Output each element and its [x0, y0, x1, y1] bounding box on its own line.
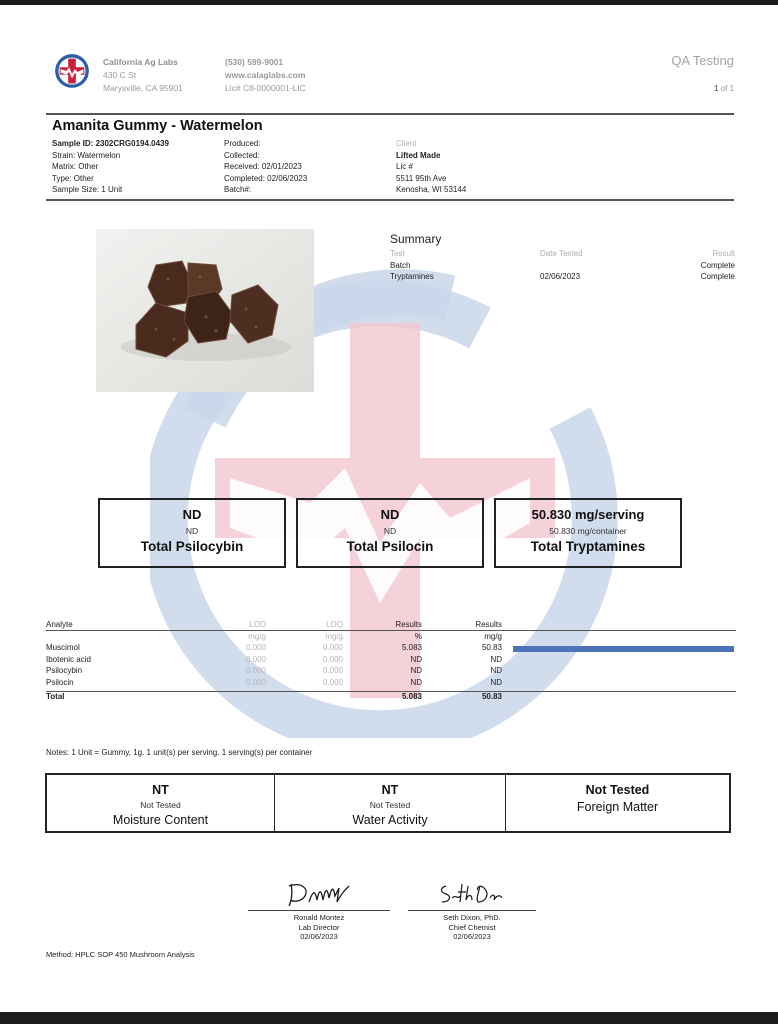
header-results-mg: Results [475, 620, 502, 629]
test-value: NT [381, 783, 399, 797]
analyte-result-mg: ND [490, 654, 502, 664]
signature-line [248, 910, 390, 911]
analyte-lod: 0.000 [245, 666, 266, 675]
analyte-lod: 0.000 [245, 677, 266, 687]
result-value: 50.830 mg/serving [531, 507, 645, 522]
analyte-loq: 0.000 [322, 666, 343, 675]
top-border [0, 0, 778, 5]
total-result-pct: 5.083 [401, 692, 422, 701]
signer-title: Chief Chemist [448, 922, 496, 932]
page-current: 1 [713, 84, 719, 93]
signature-line [408, 910, 536, 911]
client-name: Lifted Made [396, 150, 441, 160]
lab-address-block [103, 56, 183, 95]
lab-website[interactable]: www.calaglabs.com [225, 70, 306, 80]
summary-header-result: Result [712, 249, 735, 258]
signer-title: Lab Director [298, 922, 340, 932]
analyte-loq: 0.000 [322, 677, 343, 687]
lab-address-line2: Marysville, CA 95901 [103, 83, 183, 93]
result-box-total-psilocybin [98, 498, 286, 568]
test-value: NT [152, 783, 169, 797]
other-tests-box [45, 773, 731, 833]
signature-image [279, 876, 359, 910]
page-number [714, 84, 734, 93]
client-address2: Kenosha, WI 53144 [396, 185, 467, 194]
analyte-result-mg: ND [490, 677, 502, 687]
signer-name: Ronald Montez [293, 913, 345, 922]
strain: Strain: Watermelon [52, 150, 121, 160]
signature-image [432, 876, 512, 910]
summary-result: Complete [700, 260, 735, 270]
matrix: Matrix: Other [52, 162, 99, 171]
unit-results-mg: mg/g [484, 631, 502, 641]
result-sub: ND [383, 526, 397, 536]
bottom-border [0, 1012, 778, 1024]
summary-row [390, 261, 735, 273]
summary-title: Summary [390, 232, 442, 246]
foreign-matter-cell [506, 775, 729, 831]
result-sub: ND [185, 526, 199, 536]
result-value: ND [182, 507, 202, 522]
product-title: Amanita Gummy - Watermelon [52, 118, 263, 134]
summary-result: Complete [700, 272, 735, 281]
analyte-name: Psilocin [46, 677, 74, 687]
analyte-result-pct: ND [410, 666, 422, 675]
summary-date: 02/06/2023 [540, 272, 581, 281]
table-row [46, 655, 736, 667]
result-box-total-psilocin [296, 498, 484, 568]
summary-header-test: Test [390, 249, 405, 258]
lab-contact-block [225, 56, 306, 95]
analyte-units [46, 632, 736, 644]
report-label: QA Testing [671, 53, 734, 68]
sample-id: Sample ID: 2302CRG0194.0439 [52, 139, 169, 148]
test-label: Water Activity [352, 813, 428, 827]
total-result-mg: 50.83 [481, 692, 502, 701]
summary-section [390, 232, 735, 284]
header-results-pct: Results [395, 620, 422, 629]
analyte-result-pct: 5.083 [401, 643, 422, 652]
result-label: Total Psilocybin [140, 539, 244, 554]
result-sub: 50.830 mg/container [549, 526, 627, 536]
result-label: Total Psilocin [346, 539, 434, 554]
analyte-result-pct: ND [410, 654, 422, 664]
total-label: Total [46, 692, 65, 701]
muscimol-result-bar [513, 646, 734, 652]
analyte-loq: 0.000 [322, 654, 343, 664]
test-value: Not Tested [585, 783, 650, 797]
total-row [46, 692, 736, 704]
test-sub: Not Tested [369, 800, 411, 810]
signer-name: Seth Dixon, PhD. [443, 913, 501, 922]
completed: Completed: 02/06/2023 [224, 173, 308, 183]
analyte-name: Psilocybin [46, 666, 83, 675]
page-total: of 1 [718, 84, 734, 93]
result-label: Total Tryptamines [530, 539, 646, 554]
test-sub: Not Tested [140, 800, 181, 810]
notes: Notes: 1 Unit = Gummy, 1g. 1 unit(s) per serving. 1 serving(s) per container [46, 748, 313, 757]
result-value: ND [380, 507, 400, 522]
signature-chief-chemist [408, 876, 536, 942]
type: Type: Other [52, 173, 94, 183]
test-label: Foreign Matter [576, 800, 659, 814]
analyte-table [46, 620, 736, 704]
client-license: Lic # [396, 162, 413, 171]
test-label: Moisture Content [112, 813, 209, 827]
sample-size: Sample Size: 1 Unit [52, 185, 123, 194]
unit-lod: mg/g [248, 631, 266, 641]
received: Received: 02/01/2023 [224, 162, 302, 171]
summary-row [390, 272, 735, 284]
batch-number: Batch#: [224, 185, 252, 194]
result-box-total-tryptamines [494, 498, 682, 568]
signature-lab-director [248, 876, 390, 942]
water-activity-cell [275, 775, 506, 831]
analyte-name: Muscimol [46, 643, 80, 652]
info-divider [46, 199, 734, 201]
lab-name: California Ag Labs [103, 57, 178, 67]
table-row [46, 666, 736, 678]
analyte-lod: 0.000 [245, 643, 266, 652]
client-label: Client [396, 139, 417, 148]
header-lod: LOD [249, 620, 266, 629]
lab-phone: (530) 599-9001 [225, 57, 284, 67]
summary-header-date: Date Tested [540, 249, 583, 258]
summary-test: Batch [390, 260, 411, 270]
analyte-result-mg: 50.83 [481, 643, 502, 652]
moisture-content-cell [47, 775, 275, 831]
analyte-lod: 0.000 [245, 654, 266, 664]
unit-results-pct: % [414, 631, 422, 641]
header-loq: LOQ [326, 620, 343, 629]
analyte-name: Ibotenic acid [46, 654, 91, 664]
dates-info [224, 138, 307, 196]
client-address1: 5511 95th Ave [396, 173, 447, 183]
summary-header [390, 249, 735, 261]
client-info [396, 138, 466, 196]
header-analyte: Analyte [46, 620, 73, 629]
product-photo [96, 229, 314, 392]
signer-date: 02/06/2023 [453, 932, 491, 941]
lab-license: Lic# C8-0000001-LIC [225, 83, 306, 93]
produced: Produced: [224, 139, 261, 148]
collected: Collected: [224, 150, 260, 160]
lab-address-line1: 430 C St [103, 70, 137, 80]
analyte-result-mg: ND [490, 666, 502, 675]
table-row [46, 678, 736, 690]
sample-info [52, 138, 169, 196]
analyte-loq: 0.000 [322, 643, 343, 652]
header-divider [46, 113, 734, 115]
signer-date: 02/06/2023 [300, 932, 338, 941]
analyte-result-pct: ND [410, 677, 422, 687]
method-note: Method: HPLC SOP 450 Mushroom Analysis [46, 950, 195, 959]
summary-test: Tryptamines [390, 272, 434, 281]
unit-loq: mg/g [325, 631, 343, 641]
lab-logo-icon [53, 52, 91, 90]
